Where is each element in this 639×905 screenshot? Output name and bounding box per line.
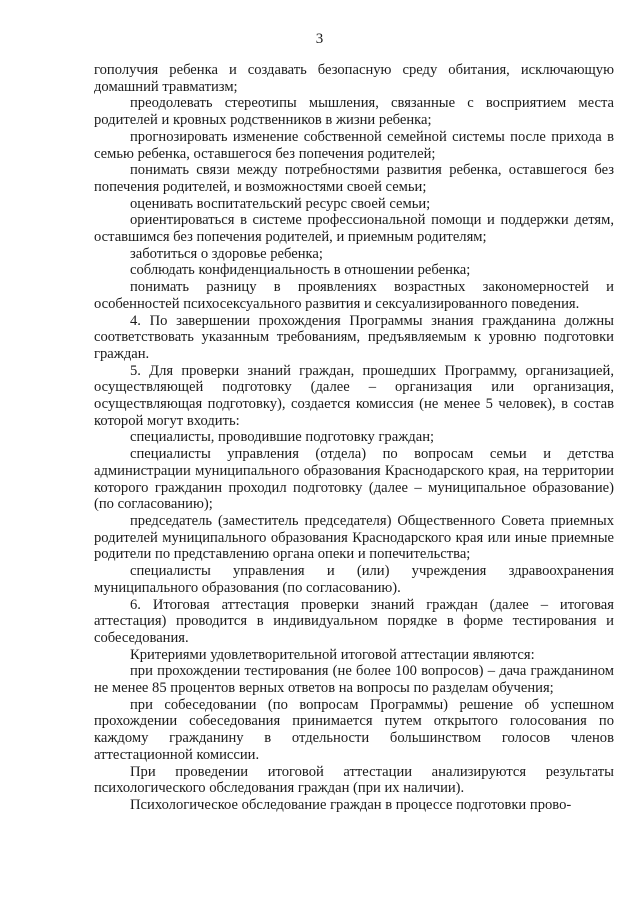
paragraph-psych-exam: Психологическое обследование граждан в процессе подготовки прово-	[130, 796, 572, 813]
paragraph-continuation: гополучия ребенка и создавать безопасную среду обитания, исключающую домашний травматизм;	[94, 62, 614, 95]
list-item-department-specialists: специалисты управления (отдела) по вопросам семьи и детства администрации муниципального образования Краснодарского края, на территории которого гражданин проходил подготовку (далее – муниципальное образование) (по согласованию);	[94, 446, 614, 513]
list-item-age-patterns: понимать разницу в проявлениях возрастных закономерностей и особенностей психосексуального развития и сексуализированного поведения.	[94, 279, 614, 312]
list-item-professional-help: ориентироваться в системе профессиональной помощи и поддержки детям, оставшимся без попечения родителей, и приемным родителям;	[94, 212, 614, 246]
list-item-health-specialists: специалисты управления и (или) учреждения здравоохранения муниципального образования (по согласованию).	[94, 563, 614, 596]
list-item-child-health: заботиться о здоровье ребенка;	[130, 245, 323, 262]
paragraph-section-6: 6. Итоговая аттестация проверки знаний граждан (далее – итоговая аттестация) проводится в индивидуальном порядке в форме тестирования и собеседования.	[94, 596, 614, 646]
page-number: 3	[315, 31, 324, 47]
paragraph-section-5: 5. Для проверки знаний граждан, прошедших Программу, организацией, осуществляющей подготовку (далее – организация или организация, осуществляющая подготовку), создается комиссия (не менее 5 человек), в состав которой могут входить:	[94, 362, 614, 429]
list-item-stereotypes: преодолевать стереотипы мышления, связанные с восприятием места родителей и кровных родственников в жизни ребенка;	[94, 95, 614, 129]
list-item-educational-resource: оценивать воспитательский ресурс своей семьи;	[130, 195, 431, 212]
list-item-child-needs: понимать связи между потребностями развития ребенка, оставшегося без попечения родителей, и возможностями своей семьи;	[94, 162, 614, 195]
list-item-interview: при собеседовании (по вопросам Программы) решение об успешном прохождении собеседования принимается путем открытого голосования по каждому гражданину в отдельности большинством голосов членов аттестационной комиссии.	[94, 696, 614, 763]
paragraph-section-4: 4. По завершении прохождения Программы знания гражданина должны соответствовать указанным требованиям, предъявляемым к уровню подготовки граждан.	[94, 312, 614, 362]
list-item-testing: при прохождении тестирования (не более 100 вопросов) – дача гражданином не менее 85 процентов верных ответов на вопросы по разделам обучения;	[94, 663, 614, 697]
document-body	[94, 62, 614, 814]
list-item-confidentiality: соблюдать конфиденциальность в отношении ребенка;	[130, 262, 471, 279]
list-item-training-specialists: специалисты, проводившие подготовку граждан;	[130, 429, 435, 446]
paragraph-psych-results: При проведении итоговой аттестации анализируются результаты психологического обследования граждан (при их наличии).	[94, 763, 614, 797]
list-item-council-chair: председатель (заместитель председателя) Общественного Совета приемных родителей муниципального образования Краснодарского края или иные приемные родители по представлению органа опеки и попечительства;	[94, 512, 614, 563]
paragraph-criteria: Критериями удовлетворительной итоговой аттестации являются:	[130, 646, 535, 663]
list-item-family-system: прогнозировать изменение собственной семейной системы после прихода в семью ребенка, оставшегося без попечения родителей;	[94, 128, 614, 162]
